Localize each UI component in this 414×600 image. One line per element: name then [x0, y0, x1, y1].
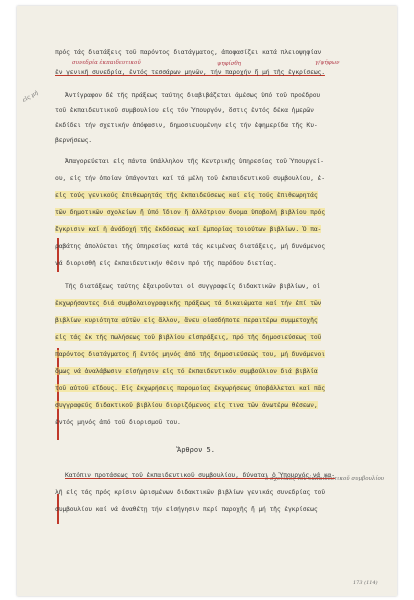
text-line: ἐντός μηνός ἀπό τοῦ διορισμοῦ του.: [55, 418, 181, 426]
handwritten-note: εἰς μή: [21, 90, 40, 104]
handwritten-note: γ/ψήφων: [315, 60, 340, 66]
text-line: ἐκχωρήσαντες διά συμβολαιογραφικῆς πράξεως τά δικαιώματα καί τήν ἐπί τῶν: [55, 299, 322, 307]
text-line: συγγραφεύς διδακτικοῦ βιβλίου διοριζόμενος εἰς τινα τῶν ἀνωτέρω θέσεων,: [55, 401, 318, 409]
text-line: εἰς τάς ἐκ τῆς πωλήσεως τοῦ βιβλίου εἰσπράξεις, πρό τῆς δημοσιεύσεως τοῦ: [55, 333, 322, 341]
text-line: νά διορισθῆ εἰς ἐκπαιδευτικήν θέσιν πρό τῆς παρόδου διετίας.: [55, 259, 277, 267]
text-line: ου, εἰς τήν ὁποίαν ὑπάγονται καί τά μέλη τοῦ ἐκπαιδευτικοῦ συμβουλίου, ἐ-: [55, 174, 325, 182]
text-line: Τῆς διατάξεως ταύτης ἐξαιροῦνται οἱ συγγραφεῖς διδακτικῶν βιβλίων, οἱ: [65, 282, 321, 290]
text-line: βιβλίων κυριότητα αὐτῶν εἰς ἄλλον, ἄνευ οἱασδήποτε περαιτέρω συμμετοχῆς: [55, 316, 318, 324]
text-line: Ἀπαγορεύεται εἰς πάντα ὑπάλληλον τῆς Κεντρικῆς ὑπηρεσίας τοῦ Ὑπουργεί-: [65, 157, 324, 165]
text-line: ὅμως νά ἀναλάβωσιν εἰσήγησιν εἰς τό ἐκπαιδευτικόν συμβούλιον διά βιβλία: [55, 367, 318, 375]
text-line: ἔγκρισιν καί ἡ ἀνάδοχή τῆς ἐκδόσεως καί ἐμπορίας τοιούτων βιβλίων. Ὁ πα-: [55, 225, 322, 233]
handwritten-note: συνεδρία ἐκπαιδευτικοῦ: [72, 60, 141, 66]
text-line: πρός τάς διατάξεις τοῦ παρόντος διατάγματος, ἀποφασίζει κατά πλειοψηφίαν: [55, 48, 322, 56]
text-line: τῶν δημοτικῶν σχολείων ἤ ὑπό ἴδιον ἤ ἀλλότριον ὄνομα ὑποβολή βιβλίου πρός: [55, 208, 325, 216]
text-line: εἰς τούς γενικούς ἐπιθεωρητάς τῆς ἐκπαιδεύσεως καί εἰς τούς ἐπιθεωρητάς: [55, 191, 318, 199]
text-line: τοῦ ἐκπαιδευτικοῦ συμβουλίου εἰς τόν Ὑπουργόν, ὅστις ἐντός δέκα ἡμερῶν: [55, 106, 314, 114]
margin-mark: [57, 348, 59, 440]
text-line: συμβουλίου καί νά ἀναθέτῃ τήν εἰσήγησιν περί παροχῆς ἤ μή τῆς ἐγκρίσεως: [55, 505, 318, 513]
text-line: λῆ εἰς τάς πρός κρίσιν ὡρισμένων διδακτικῶν βιβλίων γενικάς συνεδρίας τοῦ: [55, 488, 325, 496]
text-line: ἐκδίδει τήν σχετικήν ἀπόφασιν, δημοσιευομένην εἰς τήν ἐφημερίδα τῆς Κυ-: [55, 121, 318, 129]
text-line: Κατόπιν προτάσεως τοῦ ἐκπαιδευτικοῦ συμβουλίου, δύναται ὁ Ὑπουργός νά κα-: [65, 471, 335, 479]
text-line: ραβάτης ἀπολύεται τῆς ὑπηρεσίας κατά τάς κειμένας διατάξεις, μή δυνάμενος: [55, 242, 325, 250]
text-line: βερνήσεως.: [55, 136, 92, 144]
text-line: παρόντος διατάγματος ἤ ἐντός μηνός ἀπό τῆς δημοσιεύσεώς του, μή δυνάμενοι: [55, 350, 325, 358]
handwritten-note: ὁ σχετικός τοῦ ἐκπαιδευτικοῦ συμβουλίου: [265, 476, 385, 482]
text-line: τοῦ αὐτοῦ εἴδους. Εἰς ἐκχωρήσεις παρομοίας ἐκχωρήσεως ὑποβάλλεται καί πᾶς: [55, 384, 325, 392]
document-page: [17, 6, 397, 596]
handwritten-note: ψηφίσθη: [217, 61, 241, 67]
text-line: Ἀντίγραφον δέ τῆς πράξεως ταύτης διαβιβάζεται ἀμέσως ὑπό τοῦ προέδρου: [65, 91, 321, 99]
handwritten-note: 173 (114): [353, 580, 378, 586]
article-heading: Ἄρθρον 5.: [177, 446, 215, 454]
text-line: ἐν γενικῆ συνεδρία, ἐντός τεσσάρων μηνῶν, τήν παροχήν ἤ μή τῆς ἐγκρίσεως.: [55, 68, 325, 76]
